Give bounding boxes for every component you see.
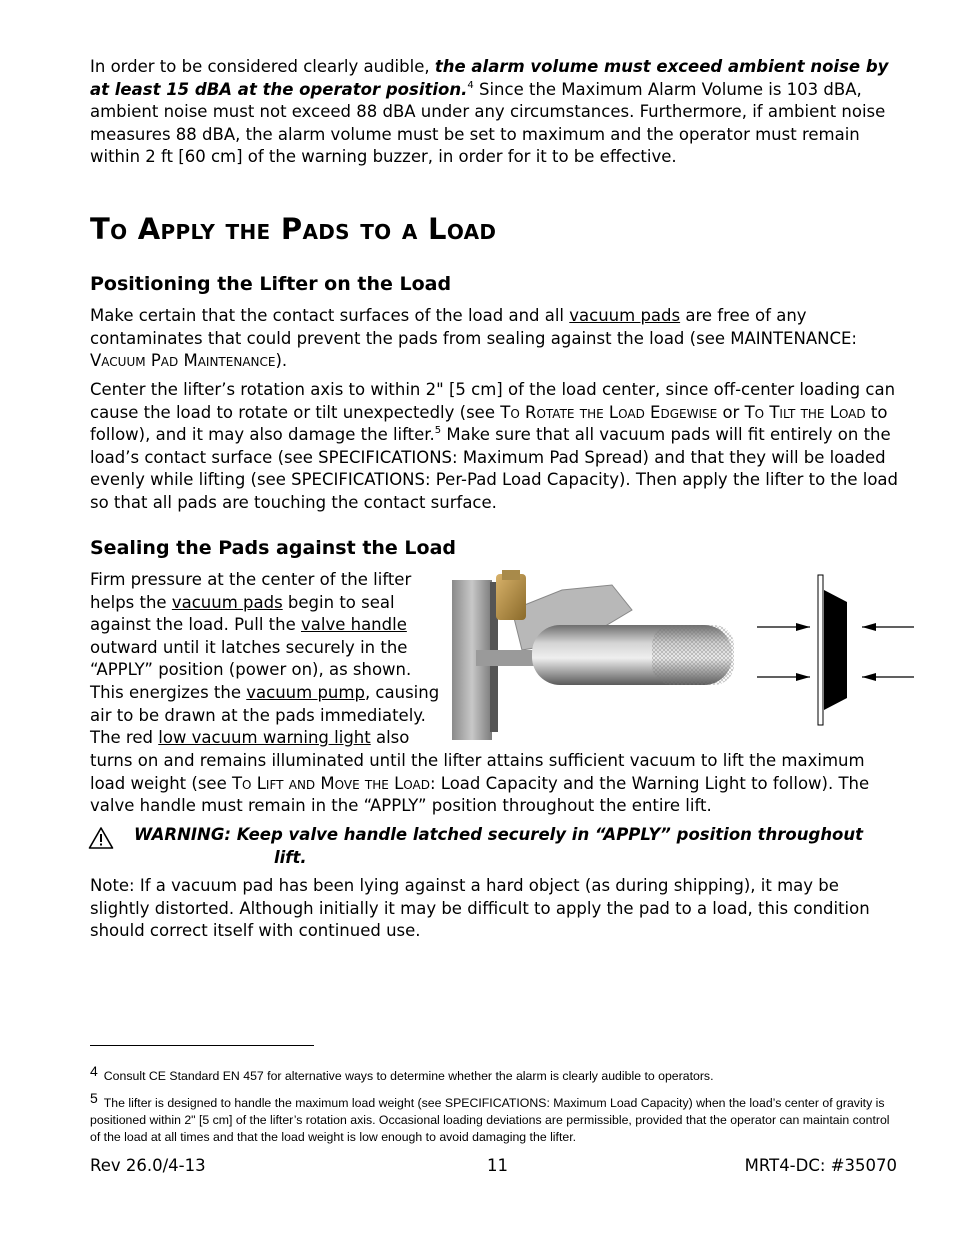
arrow-right-icon — [796, 623, 810, 631]
sealing-wrapped-text — [90, 569, 450, 750]
alarm-emphasis: the alarm volume must exceed ambient noise by at least 15 dBA at the operator position. — [90, 57, 889, 99]
text-line: against the load. Pull the valve handle — [90, 615, 407, 635]
warning-text: WARNING: Keep valve handle latched securely in “APPLY” position throughout lift. — [134, 825, 864, 867]
footnote-4: 4 Consult CE Standard EN 457 for alternative ways to determine whether the alarm is clearly audible to operators. — [90, 1063, 714, 1083]
load-edge — [818, 575, 823, 725]
footnote-separator — [90, 1045, 314, 1046]
footnote-5: 5 The lifter is designed to handle the maximum load weight (see SPECIFICATIONS: Maximum Load Capacity) when the load’s center of gravity is positioned within 2" [5 cm] of the lifter’s rotation axis. Occasional loading deviations are permissible, provided that the operator can maintain control of the load at all times and that the load weight is low enough to avoid damaging the lifter. — [90, 1090, 890, 1144]
text-line: air to be drawn at the pads immediately. — [90, 705, 426, 725]
positioning-paragraph-2: Center the lifter’s rotation axis to within 2" [5 cm] of the load center, since off-center loading can cause the load to rotate or tilt unexpectedly (see To Rotate the Load Edgewise or To Tilt the Load to follow), and it may also damage the lifter.$^5$ Make sure that all vacuum pads will fit entirely on the load’s contact surface (see SPECIFICATIONS: Maximum Pad Spread) and that they will be loaded evenly while lifting (see SPECIFICATIONS: Per-Pad Load Capacity). Then apply the lifter to the load so that all pads are touching the contact surface. — [90, 380, 899, 512]
sealing-continued-paragraph: turns on and remains illuminated until the lifter attains sufficient vacuum to lift the maximum load weight (see To Lift and Move the Load: Load Capacity and the Warning Light to follow). The valve handle must remain in the “APPLY” position throughout the entire lift. — [90, 751, 870, 816]
text-line: outward until it latches securely in the — [90, 637, 408, 657]
warning-triangle-icon — [88, 826, 114, 850]
note-paragraph: Note: If a vacuum pad has been lying against a hard object (as during shipping), it may be slightly distorted. Although initially it may be difficult to apply the pad to a load, this condition should correct itself with continued use. — [90, 876, 870, 941]
arrow-left-icon — [862, 673, 876, 681]
footnote-ref-5[interactable]: 5 — [434, 425, 442, 437]
text-line: This energizes the vacuum pump, causing — [90, 682, 440, 702]
section-heading: To Apply the Pads to a Load — [90, 212, 497, 246]
text-line: Firm pressure at the center of the lifter — [90, 570, 412, 589]
footer-revision: Rev 26.0/4-13 — [90, 1156, 206, 1175]
text-line: “APPLY” position (power on), as shown. — [90, 660, 412, 680]
vacuum-pads-link[interactable]: vacuum pads — [171, 592, 283, 612]
vacuum-pads-link[interactable]: vacuum pads — [569, 306, 681, 325]
valve-photo — [452, 570, 734, 740]
arrow-left-icon — [862, 623, 876, 631]
valve-handle-figure — [452, 570, 917, 740]
footer-model: MRT4-DC: #35070 — [744, 1156, 897, 1175]
page-number: 11 — [487, 1156, 508, 1175]
subheading-positioning: Positioning the Lifter on the Load — [90, 273, 452, 295]
arrow-right-icon — [796, 673, 810, 681]
brass-fitting — [496, 574, 526, 620]
vacuum-pad-profile — [824, 590, 847, 710]
footnote-ref-4[interactable]: 4 — [467, 79, 474, 91]
vacuum-pump-link[interactable]: vacuum pump — [246, 682, 365, 702]
text-line: helps the vacuum pads begin to seal — [90, 592, 395, 612]
intro-paragraph: In order to be considered clearly audible, the alarm volume must exceed ambient noise by at least 15 dBA at the operator position.$^4$ Since the Maximum Alarm Volume is 103 dBA, ambient noise must not exceed 88 dBA under any circumstances. Furthermore, if ambient noise measures 88 dBA, the alarm volume must be set to maximum and the operator must remain within 2 ft [60 cm] of the warning buzzer, in order for it to be effective. — [90, 57, 889, 167]
load-and-pad-diagram — [757, 575, 914, 725]
text-line: The red low vacuum warning light also — [90, 728, 410, 748]
subheading-sealing: Sealing the Pads against the Load — [90, 537, 457, 559]
warning-light-link[interactable]: low vacuum warning light — [158, 728, 371, 748]
valve-handle-link[interactable]: valve handle — [300, 615, 407, 635]
positioning-paragraph-1: Make certain that the contact surfaces of the load and all vacuum pads are free of any contaminates that could prevent the pads from sealing against the load (see MAINTENANCE: Vacuum Pad Maintenance). — [90, 306, 857, 371]
